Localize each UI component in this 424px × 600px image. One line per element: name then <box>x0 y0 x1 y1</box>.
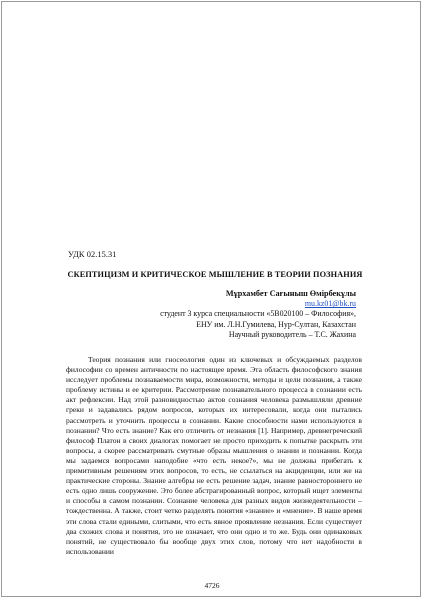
udk-code: УДК 02.15.31 <box>68 250 117 259</box>
author-affiliation-line-2: ЕНУ им. Л.Н.Гумилева, Нур-Султан, Казахстан <box>196 319 356 329</box>
supervisor-line: Научный руководитель – Т.С. Жахина <box>228 329 356 339</box>
author-email-link[interactable]: mu.kz01@bk.ru <box>304 299 356 309</box>
article-title: СКЕПТИЦИЗМ И КРИТИЧЕСКОЕ МЫШЛЕНИЕ В ТЕОРИИ ПОЗНАНИЯ <box>67 270 363 279</box>
body-paragraph: Теория познания или гносеология один из ключевых и обсуждаемых разделов философии со времен античности по настоящее время. Эта область философского знания исследует проблемы познаваемости мира, возможности, методы и цели познания, а также проблему истины и ее критерии. Рассмотрение познавательного процесса в сознании есть акт рефлексии. Над этой разновидностью актов сознания человека размышляли древние греки и задавались рядом вопросов, которых их интересовали, когда они пытались рассмотреть и уточнить процессы в сознании. Какие способности нами используются в познании? Что есть знание? Как его отличить от незнания [1]. Например, древнегреческий философ Платон в своих диалогах помогает не просто приходить к попытке раскрыть эти вопросы, а скорее рассматривать смутные образы мышления о знании и познании. Когда мы задаемся вопросами наподобие «что есть некое?», мы не должны прибегать к примитивным решениям этих вопросов, то есть, не ссылаться на акциденции, или же на практические стороны. Знание алгебры не есть решение задач, знание равностороннего не есть одно лишь сооружение. Это более абстрагированный вопрос, который ищет элементы и способы в самом познании. Сознание человека для разных видов жизнедеятельности – тождественна. А также, стоит четко разделять понятия «знание» и «мнение». В наше время эти слова стали едиными, слитыми, что есть явное проявление незнания. Если существует два схожих слова и понятия, это не означает, что они одно и то же. Будь они одинаковых понятий, не существовало бы вообще двух этих слов, потому что нет надобности в использовании <box>66 355 362 556</box>
page-number: 4726 <box>204 581 220 590</box>
author-name: Мұрхамбет Сағыныш Өмірбекұлы <box>225 289 356 298</box>
author-email-line <box>56 299 356 309</box>
author-block <box>56 289 356 340</box>
author-affiliation-line-1: студент 3 курса специальности «5В020100 – Философия», <box>160 309 356 319</box>
